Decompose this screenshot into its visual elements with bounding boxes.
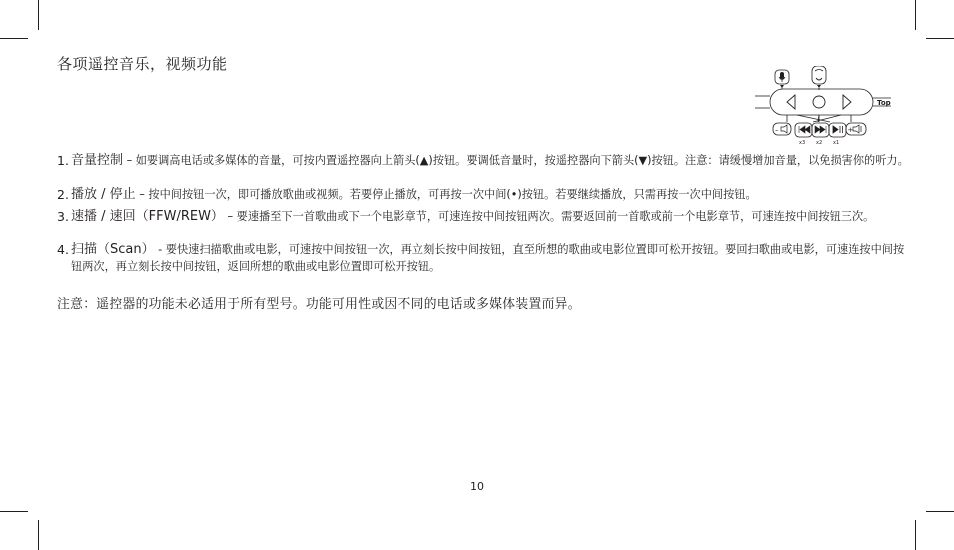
item-text: 要快速扫描歌曲或电影，可速按中间按钮一次，再立刻长按中间按钮，直至所想的歌曲或电影位置即可松开按钮。要回扫歌曲或电影，可速连按中间按钮两次，再立刻长按中间按钮，返回所想的歌曲或电影位置即可松开按钮。 xyxy=(71,243,905,273)
instruction-item-play-stop xyxy=(57,186,912,203)
crop-mark xyxy=(926,511,954,512)
item-separator: – xyxy=(135,188,149,201)
play-pause-icon xyxy=(829,123,846,146)
microphone-icon xyxy=(775,70,789,88)
item-number: 3. xyxy=(57,209,69,224)
item-title: 播放 / 停止 xyxy=(71,187,136,202)
crop-mark xyxy=(38,520,39,550)
item-separator: – xyxy=(223,210,237,223)
crop-mark xyxy=(926,38,954,39)
crop-mark xyxy=(38,0,39,30)
instruction-item-ffw-rew xyxy=(57,208,912,225)
item-number: 1. xyxy=(57,153,69,168)
next-track-icon xyxy=(812,123,829,146)
crop-mark xyxy=(0,511,28,512)
crop-mark xyxy=(0,38,28,39)
compatibility-note: 注意：遥控器的功能未必适用于所有型号。功能可用性或因不同的电话或多媒体装置而异。 xyxy=(57,297,581,312)
instruction-item-scan xyxy=(57,241,912,275)
svg-text:x2: x2 xyxy=(816,140,823,146)
svg-text:x3: x3 xyxy=(799,140,806,146)
svg-text:x1: x1 xyxy=(833,140,840,146)
center-button-icon xyxy=(813,96,825,108)
item-separator: – xyxy=(123,154,136,167)
item-separator: - xyxy=(154,243,166,256)
item-number: 2. xyxy=(57,187,69,202)
right-arrow-button-icon xyxy=(843,95,851,109)
item-text: 如要调高电话或多媒体的音量，可按内置遥控器向上箭头(▲)按钮。要调低音量时，按遥控器向下箭头(▼)按钮。注意：请缓慢增加音量，以免损害你的听力。 xyxy=(135,154,909,167)
top-label: Top xyxy=(877,99,891,107)
item-number: 4. xyxy=(57,242,69,257)
svg-text:+: + xyxy=(847,126,854,134)
previous-track-icon xyxy=(795,123,812,146)
item-text: 按中间按钮一次，即可播放歌曲或视频。若要停止播放，可再按一次中间(•)按钮。若要继续播放，只需再按一次中间按钮。 xyxy=(148,188,757,201)
item-title: 音量控制 xyxy=(71,153,124,168)
remote-control-diagram xyxy=(755,66,895,148)
crop-mark xyxy=(915,0,916,30)
item-title: 速播 / 速回（FFW/REW） xyxy=(71,209,224,224)
volume-up-icon xyxy=(846,123,866,135)
volume-down-icon xyxy=(773,123,791,135)
crop-mark xyxy=(915,520,916,550)
left-arrow-button-icon xyxy=(787,95,795,109)
item-title: 扫描（Scan） xyxy=(71,242,155,257)
page-heading: 各项遥控音乐，视频功能 xyxy=(57,55,228,73)
page-number: 10 xyxy=(470,480,484,493)
svg-text:–: – xyxy=(775,126,779,134)
phone-icon xyxy=(812,66,826,88)
item-text: 要速播至下一首歌曲或下一个电影章节，可速连按中间按钮两次。需要返回前一首歌或前一个电影章节，可速连按中间按钮三次。 xyxy=(236,210,875,223)
instruction-item-volume xyxy=(57,152,912,169)
